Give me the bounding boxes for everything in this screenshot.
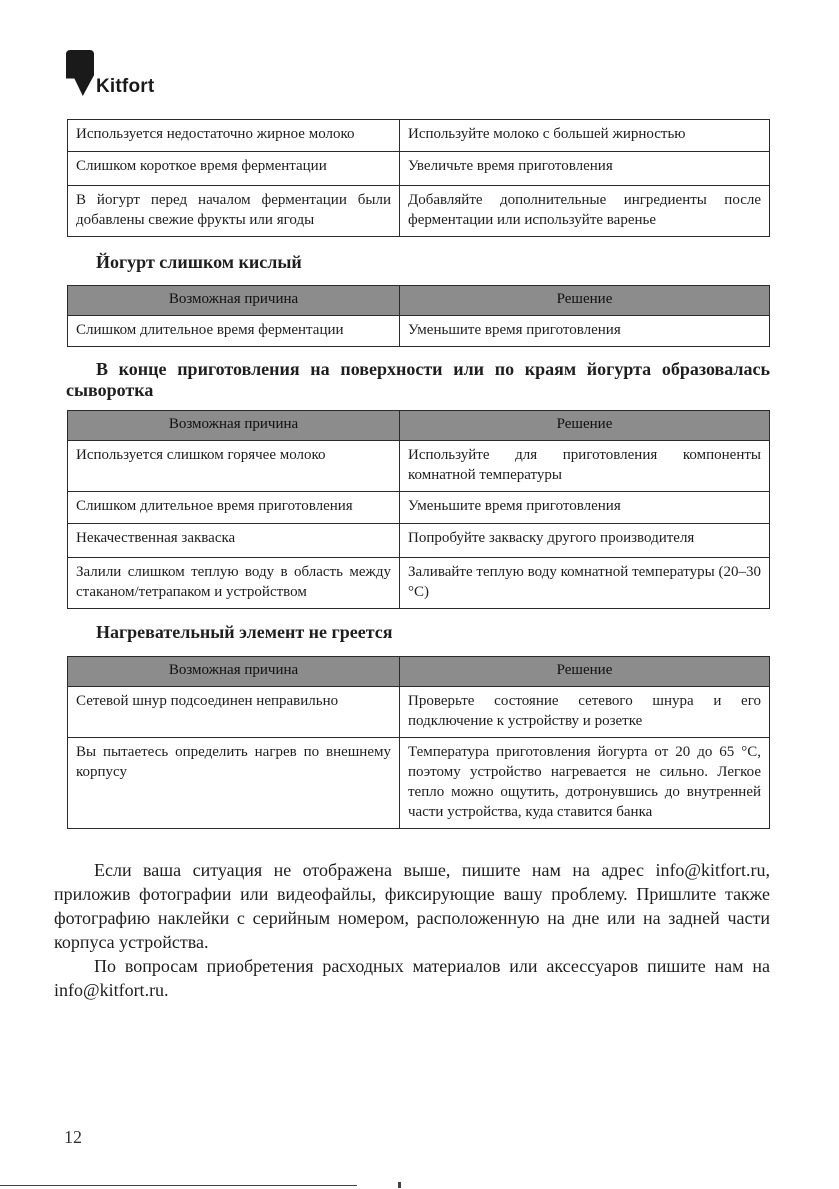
solution-cell: Температура приготовления йогурта от 20 до 65 °C, поэтому устройство нагревается не сильно. Легкое тепло можно ощутить, дотронувшись до внутренней части устройства, куда ставится банка — [400, 738, 770, 829]
table-row — [68, 316, 770, 347]
column-header-cause: Возможная причина — [68, 411, 400, 441]
section-heading-sour: Йогурт слишком кислый — [96, 252, 302, 272]
column-header-solution: Решение — [400, 286, 770, 316]
section-heading-whey: В конце приготовления на поверхности или по краям йогурта образовалась сыворотка — [66, 359, 770, 400]
cause-cell: Слишком длительное время ферментации — [68, 316, 400, 347]
table-row — [68, 524, 770, 558]
cause-cell: Залили слишком теплую воду в область между стаканом/тетрапаком и устройством — [68, 558, 400, 609]
cause-cell: В йогурт перед началом ферментации были добавлены свежие фрукты или ягоды — [68, 186, 400, 237]
table-header-row — [68, 657, 770, 687]
column-header-solution: Решение — [400, 411, 770, 441]
table-row — [68, 152, 770, 186]
table-row — [68, 120, 770, 152]
solution-cell: Заливайте теплую воду комнатной температуры (20–30 °C) — [400, 558, 770, 609]
column-header-solution: Решение — [400, 657, 770, 687]
contact-paragraph: Если ваша ситуация не отображена выше, пишите нам на адрес info@kitfort.ru, приложив фотографии или видеофайлы, фиксирующие вашу проблему. Пришлите также фотографию наклейки с серийным номером, расположенную на дне или на задней части корпуса устройства. — [54, 860, 770, 952]
solution-cell: Используйте молоко с большей жирностью — [400, 120, 770, 152]
solution-cell: Уменьшите время приготовления — [400, 492, 770, 524]
cause-cell: Используется слишком горячее молоко — [68, 441, 400, 492]
section-heading-heat: Нагревательный элемент не греется — [96, 622, 393, 642]
column-header-cause: Возможная причина — [68, 657, 400, 687]
solution-cell: Попробуйте закваску другого производителя — [400, 524, 770, 558]
table-row — [68, 186, 770, 237]
table-row — [68, 558, 770, 609]
kitfort-logo-icon — [66, 50, 94, 96]
solution-cell: Добавляйте дополнительные ингредиенты после ферментации или используйте варенье — [400, 186, 770, 237]
table-whey — [67, 410, 770, 609]
kitfort-logo — [66, 50, 176, 100]
table-row — [68, 687, 770, 738]
cause-cell: Используется недостаточно жирное молоко — [68, 120, 400, 152]
cause-cell: Слишком длительное время приготовления — [68, 492, 400, 524]
table-row — [68, 738, 770, 829]
cause-cell: Некачественная закваска — [68, 524, 400, 558]
table-row — [68, 441, 770, 492]
accessories-paragraph: По вопросам приобретения расходных материалов или аксессуаров пишите нам на info@kitfort.ru. — [54, 956, 770, 1000]
column-header-cause: Возможная причина — [68, 286, 400, 316]
solution-cell: Проверьте состояние сетевого шнура и его подключение к устройству и розетке — [400, 687, 770, 738]
page-number: 12 — [64, 1127, 82, 1147]
solution-cell: Уменьшите время приготовления — [400, 316, 770, 347]
table-header-row — [68, 286, 770, 316]
table-row — [68, 492, 770, 524]
cause-cell: Сетевой шнур подсоединен неправильно — [68, 687, 400, 738]
table-sour — [67, 285, 770, 347]
solution-cell: Используйте для приготовления компоненты комнатной температуры — [400, 441, 770, 492]
brand-name: Kitfort — [96, 76, 155, 97]
table-continuation — [67, 119, 770, 237]
footer-mark — [398, 1182, 401, 1188]
table-header-row — [68, 411, 770, 441]
solution-cell: Увеличьте время приготовления — [400, 152, 770, 186]
table-heat — [67, 656, 770, 829]
footer-rule — [0, 1185, 357, 1186]
cause-cell: Слишком короткое время ферментации — [68, 152, 400, 186]
cause-cell: Вы пытаетесь определить нагрев по внешнему корпусу — [68, 738, 400, 829]
